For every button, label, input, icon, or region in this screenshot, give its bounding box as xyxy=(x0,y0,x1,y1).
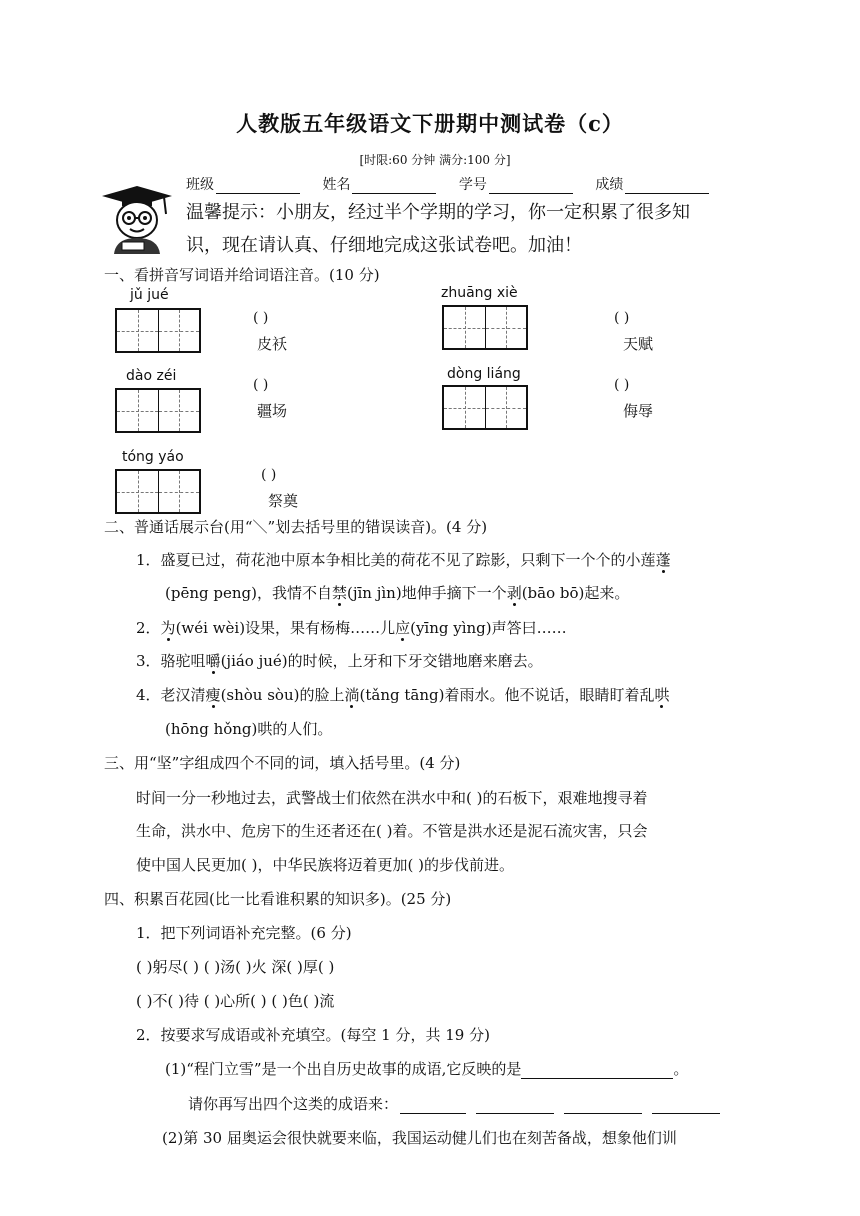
friendly-tip xyxy=(186,196,766,262)
pinyin-2: zhuāng xiè xyxy=(441,285,518,301)
idiom-blank-1[interactable] xyxy=(400,1098,466,1114)
idiom-row-2[interactable]: ( )不( )待 ( )心所( ) ( )色( )流 xyxy=(136,992,335,1010)
student-mascot-icon xyxy=(92,184,182,254)
writing-grid-1[interactable] xyxy=(115,308,201,353)
number-blank[interactable] xyxy=(489,179,573,194)
writing-grid-4[interactable] xyxy=(442,385,528,430)
word-4: 侮辱 xyxy=(623,402,654,420)
s3-line1: 时间一分一秒地过去，武警战士们依然在洪水中和( )的石板下，艰难地搜寻着 xyxy=(136,789,648,807)
idiom-blank-3[interactable] xyxy=(564,1098,642,1114)
field-label-number: 学号 xyxy=(458,177,487,193)
tip-line-2: 识，现在请认真、仔细地完成这张试卷吧。加油！ xyxy=(186,235,582,256)
answer-paren-1[interactable]: ( ) xyxy=(253,310,269,326)
s2-q1-line1: 1．盛夏已过，荷花池中原本争相比美的荷花不见了踪影，只剩下一个个的小莲蓬 xyxy=(136,551,671,569)
s4-q1: 1．把下列词语补充完整。(6 分) xyxy=(136,924,352,942)
class-blank[interactable] xyxy=(216,179,300,194)
s3-line2: 生命，洪水中、危房下的生还者还在( )着。不管是洪水还是泥石流灾害，只会 xyxy=(136,822,648,840)
p1-answer-blank[interactable] xyxy=(521,1063,673,1079)
pinyin-3: dào zéi xyxy=(126,368,177,384)
s4-p1b: 请你再写出四个这类的成语来： xyxy=(188,1093,720,1114)
exam-meta: [时限:60 分钟 满分:100 分] xyxy=(359,153,511,167)
pinyin-1: jǔ jué xyxy=(130,287,169,303)
pinyin-4: dòng liáng xyxy=(447,366,521,382)
s2-q2: 2．为(wéi wèi)设果，果有杨梅……儿应(yīng yìng)声答曰…… xyxy=(136,619,567,637)
s4-p1: (1)“程门立雪”是一个出自历史故事的成语,它反映的是 。 xyxy=(165,1060,689,1078)
s4-p2: (2)第 30 届奥运会很快就要来临，我国运动健儿们也在刻苦备战，想象他们训 xyxy=(162,1129,677,1147)
writing-grid-5[interactable] xyxy=(115,469,201,514)
student-info-fields xyxy=(186,174,727,194)
field-label-class: 班级 xyxy=(186,177,214,193)
page-title: 人教版五年级语文下册期中测试卷（c） xyxy=(236,111,624,136)
section-1-heading: 一、看拼音写词语并给词语注音。(10 分) xyxy=(104,266,380,284)
answer-paren-4[interactable]: ( ) xyxy=(614,377,630,393)
idiom-blank-4[interactable] xyxy=(652,1098,720,1114)
word-2: 天赋 xyxy=(623,335,654,353)
answer-paren-5[interactable]: ( ) xyxy=(261,467,277,483)
tip-line-1: 温馨提示：小朋友，经过半个学期的学习，你一定积累了很多知 xyxy=(186,202,690,223)
name-blank[interactable] xyxy=(352,179,436,194)
writing-grid-2[interactable] xyxy=(442,305,528,350)
idiom-row-1[interactable]: ( )躬尽( ) ( )汤( )火 深( )厚( ) xyxy=(136,958,335,976)
writing-grid-3[interactable] xyxy=(115,388,201,433)
s2-q1-line2: (pēng peng)，我情不自禁(jīn jìn)地伸手摘下一个剥(bāo bō)起来。 xyxy=(165,584,630,602)
s2-q3: 3．骆驼咀嚼(jiáo jué)的时候，上牙和下牙交错地磨来磨去。 xyxy=(136,652,543,670)
word-3: 疆场 xyxy=(257,402,288,420)
score-blank[interactable] xyxy=(625,179,709,194)
word-5: 祭奠 xyxy=(268,492,299,510)
answer-paren-2[interactable]: ( ) xyxy=(614,310,630,326)
s4-q2: 2．按要求写成语或补充填空。(每空 1 分，共 19 分) xyxy=(136,1026,490,1044)
word-1: 皮袄 xyxy=(257,335,288,353)
section-2-heading: 二、普通话展示台(用“＼”划去括号里的错误读音)。(4 分) xyxy=(104,518,488,536)
s3-line3: 使中国人民更加( )，中华民族将迈着更加( )的步伐前进。 xyxy=(136,856,514,874)
s2-q4-line1: 4．老汉清瘦(shòu sòu)的脸上淌(tǎng tāng)着雨水。他不说话，眼睛盯着乱哄 xyxy=(136,686,670,704)
s2-q4-line2: (hōng hǒng)哄的人们。 xyxy=(165,720,333,738)
section-3-heading: 三、用“坚”字组成四个不同的词，填入括号里。(4 分) xyxy=(104,754,461,772)
idiom-blank-2[interactable] xyxy=(476,1098,554,1114)
answer-paren-3[interactable]: ( ) xyxy=(253,377,269,393)
field-label-name: 姓名 xyxy=(322,177,351,193)
section-4-heading: 四、积累百花园(比一比看谁积累的知识多)。(25 分) xyxy=(104,890,452,908)
field-label-score: 成绩 xyxy=(595,177,624,193)
pinyin-5: tóng yáo xyxy=(122,449,184,465)
